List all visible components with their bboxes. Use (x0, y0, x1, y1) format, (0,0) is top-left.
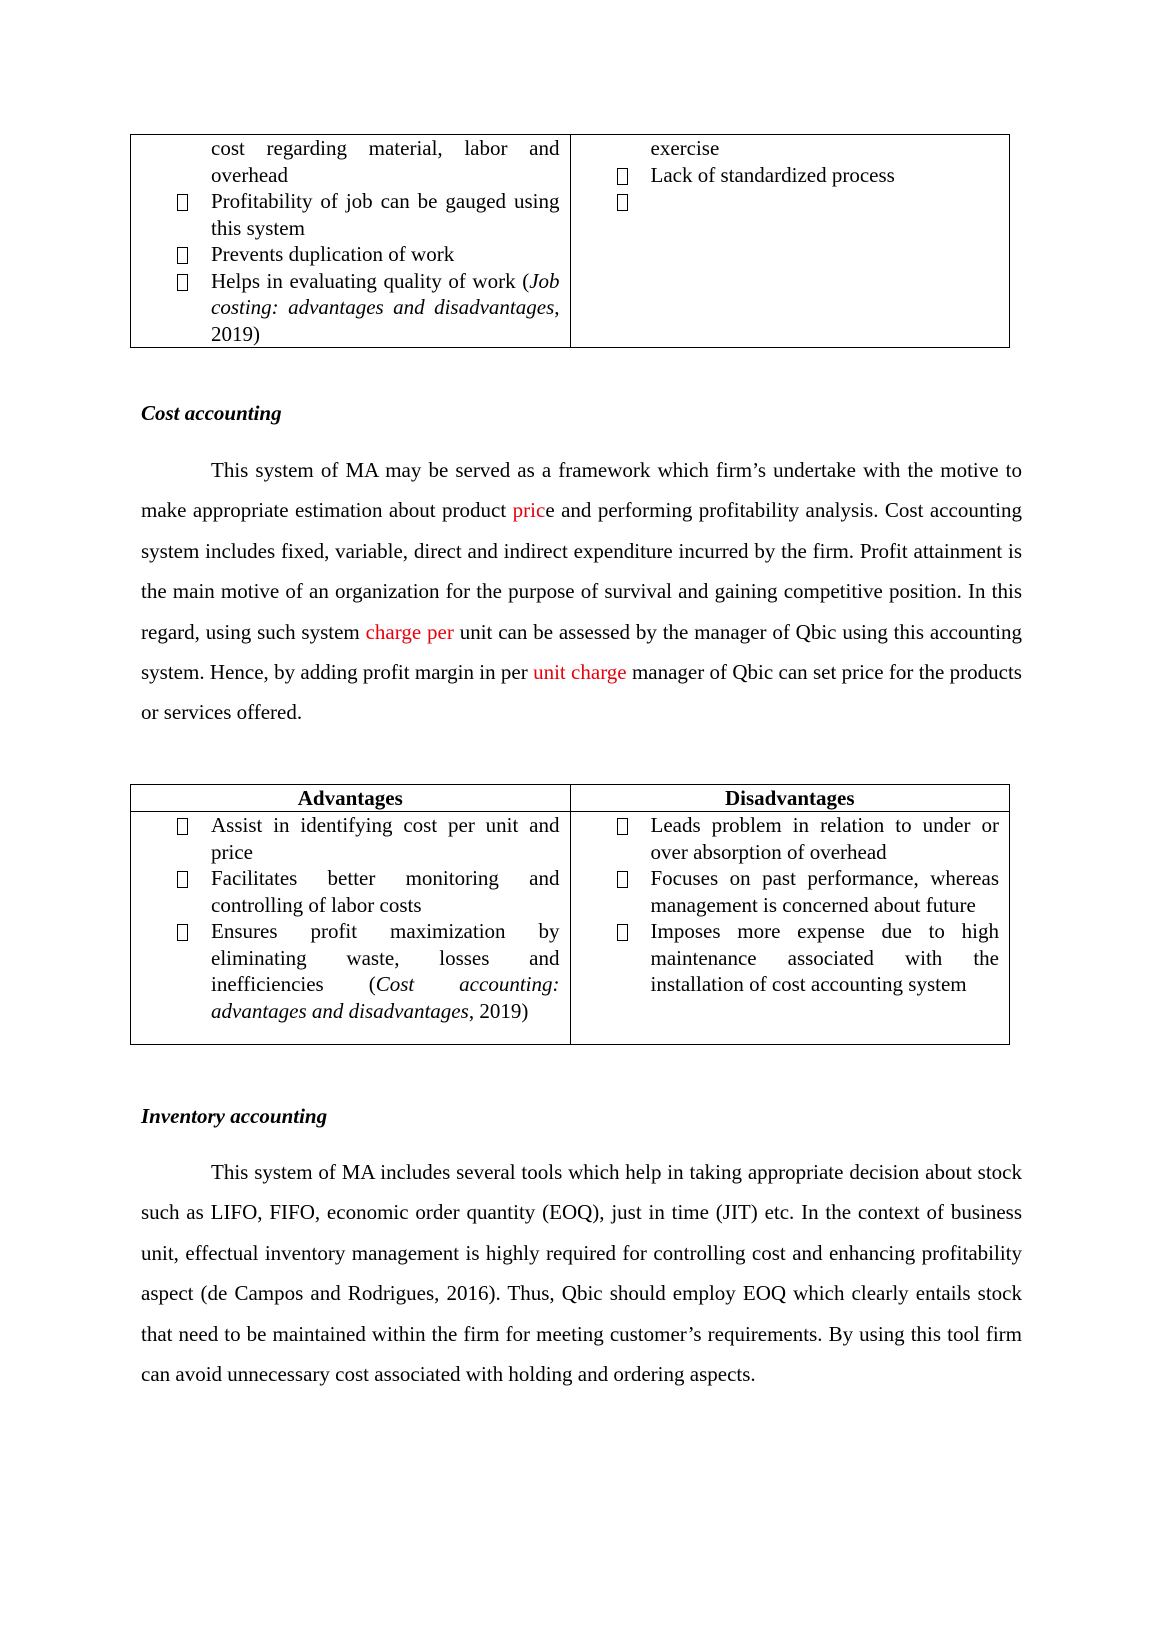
text-segment: e and performing profitability analysis. Cost accounting system includes fixed, variable, direct and indirect expenditure incurred by the firm. Profit attainment is the main motive of an organization for the purpose of survival and gaining competitive position. In this regard, using such system (141, 498, 1022, 644)
column-header-advantages: Advantages (131, 785, 571, 812)
bullet-icon (177, 274, 188, 291)
section-heading-cost-accounting: Cost accounting (141, 401, 282, 425)
list-item (651, 865, 1000, 918)
item-text: Ensures profit maximization by eliminating waste, losses and inefficiencies (211, 919, 560, 996)
highlighted-text: pric (512, 498, 546, 523)
advantages-cell (131, 812, 571, 1045)
bullet-icon (617, 194, 628, 211)
item-text: exercise (650, 136, 720, 160)
job-costing-table (130, 134, 1010, 348)
list-item (211, 241, 560, 268)
list-item (211, 268, 560, 348)
text-segment: This system of MA may be served as a framework which firm’s undertake with the motive to make appropriate estimation about product (141, 458, 1022, 523)
list-item (651, 188, 1000, 215)
citation-open: ( (522, 268, 530, 293)
bullet-icon (177, 924, 188, 941)
bullet-icon (617, 818, 628, 835)
bullet-icon (177, 247, 188, 264)
citation-year: , 2019) (211, 295, 560, 346)
list-item (651, 812, 1000, 865)
list-item (211, 188, 560, 241)
citation-title: Cost accounting: advantages and disadvantages (211, 972, 560, 1023)
disadvantages-cell (570, 135, 1010, 348)
citation-open: ( (323, 972, 376, 996)
list-item (211, 812, 560, 865)
item-text: Focuses on past performance, whereas management is concerned about future (650, 866, 999, 917)
list-item (211, 918, 560, 1024)
text-segment: manager of Qbic can set price for the products or services offered. (141, 660, 1022, 725)
citation-year: , 2019) (468, 998, 529, 1023)
item-text: Leads problem in relation to under or over absorption of overhead (650, 813, 999, 864)
bullet-icon (177, 818, 188, 835)
section-heading-inventory-accounting: Inventory accounting (141, 1104, 328, 1128)
bullet-icon (177, 194, 188, 211)
item-text: Imposes more expense due to high maintenance associated with the installation of cost accounting system (650, 919, 999, 996)
bullet-icon (177, 871, 188, 888)
bullet-icon (617, 924, 628, 941)
list-item (211, 865, 560, 918)
highlighted-text: unit charge (533, 660, 627, 685)
disadvantages-cell (570, 812, 1010, 1045)
list-item (651, 135, 1000, 162)
cost-accounting-paragraph (141, 450, 1022, 733)
advantages-cell (131, 135, 571, 348)
citation-title: Job costing: advantages and disadvantages (211, 268, 560, 319)
inventory-accounting-paragraph: This system of MA includes several tools which help in taking appropriate decision about stock such as LIFO, FIFO, economic order quantity (EOQ), just in time (JIT) etc. In the context of business unit, effectual inventory management is highly required for controlling cost and enhancing profitability aspect (de Campos and Rodrigues, 2016). Thus, Qbic should employ EOQ which clearly entails stock that need to be maintained within the firm for meeting customer’s requirements. By using this tool firm can avoid unnecessary cost associated with holding and ordering aspects. (141, 1160, 1022, 1387)
text-segment: unit can be assessed by the manager of Qbic using this accounting system. Hence, by adding profit margin in per (141, 619, 1023, 685)
highlighted-text: charge per (365, 619, 454, 644)
list-item (651, 162, 1000, 189)
item-text: Helps in evaluating quality of work (211, 268, 516, 293)
cost-accounting-table (130, 784, 1010, 1045)
item-text: Facilitates better monitoring and controlling of labor costs (211, 866, 560, 917)
bullet-icon (617, 871, 628, 888)
item-text: Assist in identifying cost per unit and price (211, 813, 560, 864)
bullet-icon (617, 168, 628, 185)
list-item (211, 135, 560, 188)
item-text: Profitability of job can be gauged using this system (211, 189, 560, 240)
column-header-disadvantages: Disadvantages (570, 785, 1010, 812)
item-text: Prevents duplication of work (211, 242, 455, 266)
list-item (651, 918, 1000, 998)
item-text: cost regarding material, labor and overhead (211, 136, 560, 187)
item-text: Lack of standardized process (650, 162, 895, 187)
